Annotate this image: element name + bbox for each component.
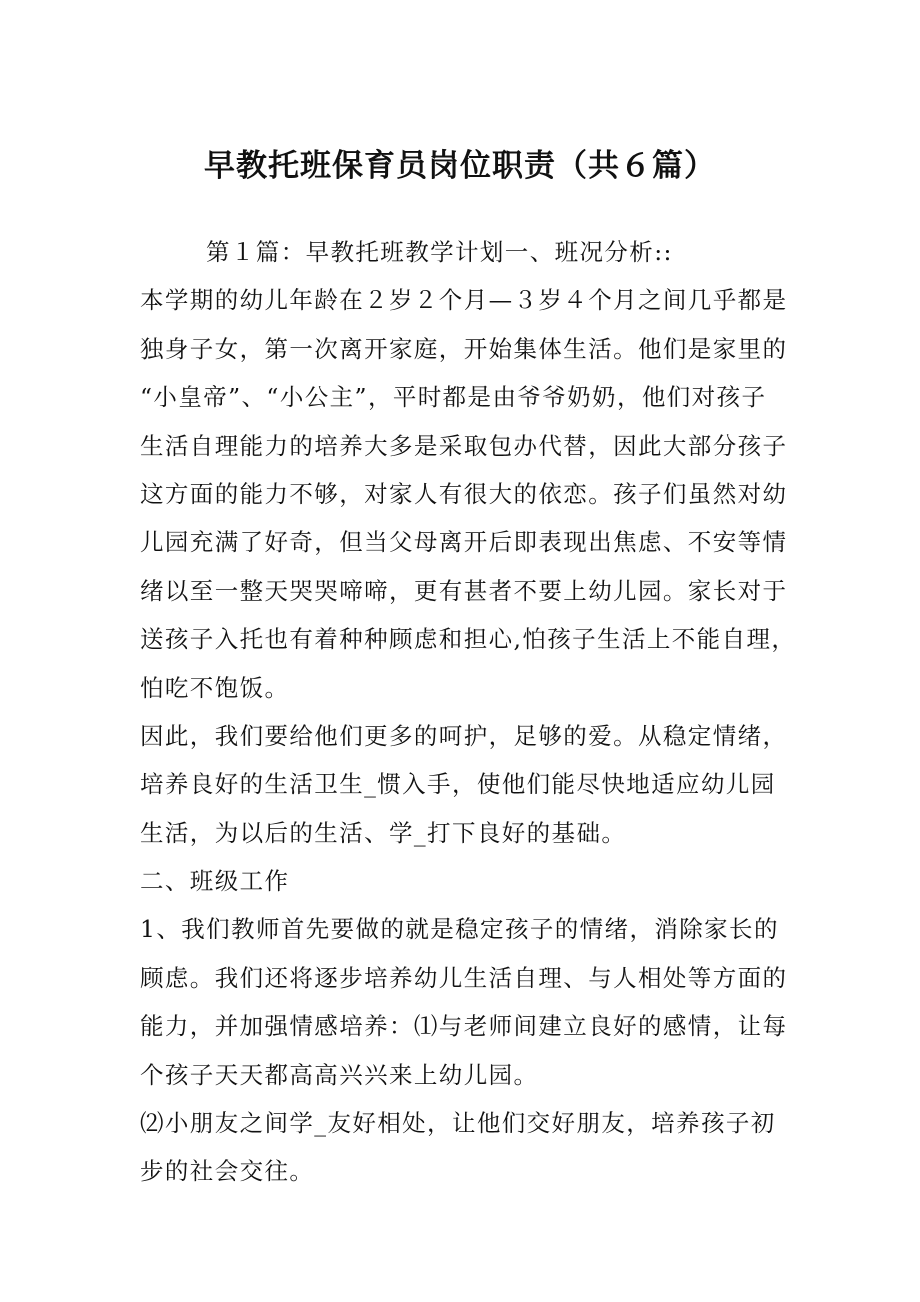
body-line: 第１篇：早教托班教学计划一、班况分析:: — [206, 238, 673, 266]
body-line: 能力，并加强情感培养：⑴与老师间建立良好的感情，让每 — [140, 1012, 788, 1041]
body-line: 步的社会交往。 — [140, 1157, 315, 1186]
body-line: 送孩子入托也有着种种顾虑和担心,怕孩子生活上不能自理， — [140, 625, 797, 654]
body-line: 1、我们教师首先要做的就是稳定孩子的情绪，消除家长的 — [140, 915, 779, 944]
body-line: 绪以至一整天哭哭啼啼，更有甚者不要上幼儿园。家长对于 — [140, 576, 788, 605]
body-line: “小皇帝”、“小公主”，平时都是由爷爷奶奶，他们对孩子 — [140, 383, 767, 412]
body-line: 本学期的幼儿年龄在２岁２个月—３岁４个月之间几乎都是 — [140, 286, 788, 315]
body-line: 这方面的能力不够，对家人有很大的依恋。孩子们虽然对幼 — [140, 479, 788, 508]
document-body — [140, 228, 797, 1196]
body-line: 生活，为以后的生活、学_打下良好的基础。 — [140, 818, 627, 847]
body-line: 独身子女，第一次离开家庭，开始集体生活。他们是家里的 — [140, 334, 788, 363]
document-title: 早教托班保育员岗位职责（共６篇） — [204, 148, 716, 184]
body-line: 生活自理能力的培养大多是采取包办代替，因此大部分孩子 — [140, 431, 788, 460]
body-line: 个孩子天天都高高兴兴来上幼儿园。 — [140, 1060, 539, 1089]
body-line: 儿园充满了好奇，但当父母离开后即表现出焦虑、不安等情 — [140, 528, 788, 557]
body-line: 顾虑。我们还将逐步培养幼儿生活自理、与人相处等方面的 — [140, 963, 788, 992]
body-line: 怕吃不饱饭。 — [140, 673, 290, 702]
body-line: 培养良好的生活卫生_惯入手，使他们能尽快地适应幼儿园 — [140, 770, 776, 799]
section-heading: 二、班级工作 — [140, 867, 290, 896]
body-line: 因此，我们要给他们更多的呵护，足够的爱。从稳定情绪， — [140, 721, 788, 750]
body-line: ⑵小朋友之间学_友好相处，让他们交好朋友，培养孩子初 — [140, 1109, 776, 1138]
